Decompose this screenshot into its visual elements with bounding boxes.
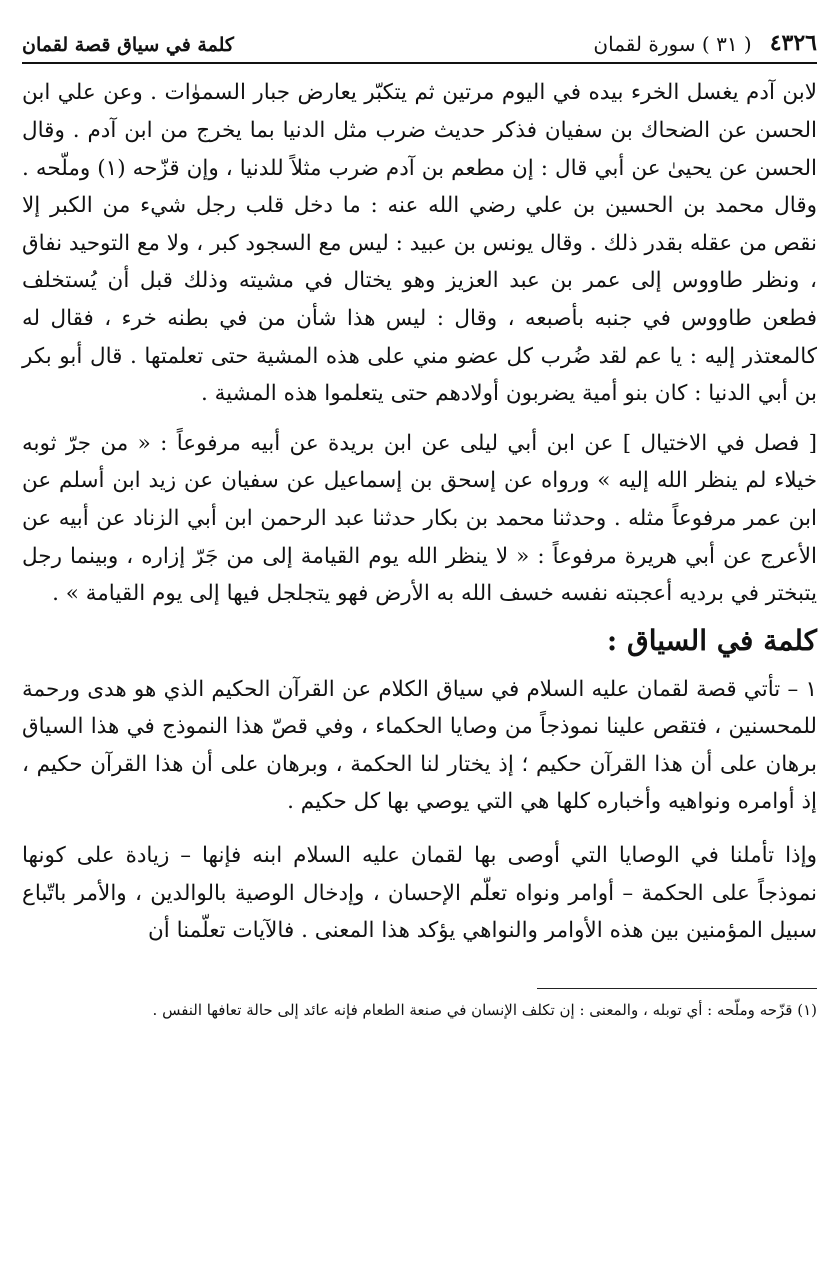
paragraph-top: لابن آدم يغسل الخرء بيده في اليوم مرتين ثم يتكبّر يعارض جبار السموٰات . وعن علي ابن الحسن عن الضحاك بن سفيان فذكر حديث ضرب مثل الدنيا بما يخرج من ابن آدم . وقال الحسن عن يحيىٰ عن أبي قال : إن مطعم بن آدم ضرب مثلاً للدنيا ، وإن قزّحه (١) وملّحه . وقال محمد بن الحسين بن علي رضي الله عنه : ما دخل قلب رجل شيء من الكبر إلا نقص من عقله بقدر ذلك . وقال يونس بن عبيد : ليس مع السجود كبر ، ولا مع التوحيد نفاق ، ونظر طاووس إلى عمر بن عبد العزيز وهو يختال في مشيته وذلك قبل أن يُستخلف فطعن طاووس في جنبه بأصبعه ، وقال : ليس هذا شأن من في بطنه خرء ، فقال له كالمعتذر إليه : يا عم لقد ضُرب كل عضو مني على هذه المشية حتى تعلمتها . قال أبو بكر بن أبي الدنيا : كان بنو أمية يضربون أولادهم حتى يتعلموا هذه المشية .: [22, 80, 817, 407]
page-header: [22, 30, 817, 64]
surah-label: ( ٣١ ) سورة لقمان: [593, 32, 752, 57]
paragraph-fasl-ikhtiyal: [ فصل في الاختيال ] عن ابن أبي ليلى عن ابن بريدة عن أبيه مرفوعاً : « من جرّ ثوبه خيلاء لم ينظر الله إليه » ورواه عن إسحق بن إسماعيل عن سفيان عن زيد ابن أسلم عن ابن عمر مرفوعاً مثله . وحدثنا محمد بن بكار حدثنا عبد الرحمن ابن أبي الزناد عن أبيه عن الأعرج عن أبي هريرة مرفوعاً : « لا ينظر الله يوم القيامة إلى من جَرّ إزاره ، وبينما رجل يتبختر في برديه أعجبته نفسه خسف الله به الأرض فهو يتجلجل فيها إلى يوم القيامة » .: [22, 430, 817, 607]
header-right: [593, 30, 817, 56]
paragraph-point-1: ١ – تأتي قصة لقمان عليه السلام في سياق الكلام عن القرآن الحكيم الذي هو هدى ورحمة للمحسنين ، فتقص علينا نموذجاً من وصايا الحكماء ، وفي قصّ هذا النموذج في هذا السياق برهان على أن هذا القرآن حكيم ؛ إذ يختار لنا الحكمة ، وبرهان على أن هذا القرآن حكيم ، إذ أوامره ونواهيه وأخباره كلها هي التي يوصي بها كل حكيم .: [22, 676, 817, 815]
book-page: [22, 30, 817, 1025]
paragraph-last: وإذا تأملنا في الوصايا التي أوصى بها لقمان عليه السلام ابنه فإنها – زيادة على كونها نموذجاً على الحكمة – أوامر ونواه تعلّم الإحسان ، وإدخال الوصية بالوالدين ، والأمر باتّباع سبيل المؤمنين بين هذه الأوامر والنواهي يؤكد هذا المعنى . فالآيات تعلّمنا أن: [22, 843, 817, 944]
footnote: (١) قزّحه وملّحه : أي توبله ، والمعنى : إن تكلف الإنسان في صنعة الطعام فإنه عائد إلى حالة تعافها النفس .: [152, 1000, 817, 1019]
section-heading: كلمة في السياق :: [606, 623, 817, 657]
page-number: ٤٣٢٦: [769, 30, 817, 56]
section-running-title: كلمة في سياق قصة لقمان: [22, 33, 234, 56]
footnote-divider: [537, 988, 817, 989]
